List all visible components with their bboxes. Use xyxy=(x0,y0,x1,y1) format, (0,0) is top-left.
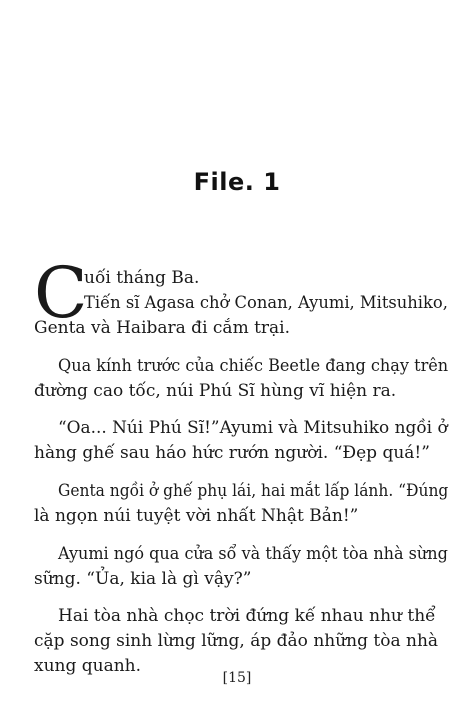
paragraph-line: Genta ngồi ở ghế phụ lái, hai mắt lấp lánh. “Đúng xyxy=(58,481,449,501)
paragraph-line: Genta và Haibara đi cắm trại. xyxy=(34,318,291,338)
paragraph-line: uối tháng Ba. xyxy=(84,268,200,288)
paragraph-line: Hai tòa nhà chọc trời đứng kế nhau như thể xyxy=(58,606,436,626)
paragraph-line: Tiến sĩ Agasa chở Conan, Ayumi, Mitsuhiko, xyxy=(84,293,448,313)
paragraph-line: là ngọn núi tuyệt vời nhất Nhật Bản!” xyxy=(34,506,359,526)
paragraph-line: cặp song sinh lừng lững, áp đảo những tòa nhà xyxy=(34,631,439,651)
drop-cap: C xyxy=(34,252,88,334)
page-number: [15] xyxy=(222,670,252,686)
paragraph-line: Qua kính trước của chiếc Beetle đang chạy trên xyxy=(58,356,449,376)
paragraph-line: đường cao tốc, núi Phú Sĩ hùng vĩ hiện ra. xyxy=(34,381,397,401)
paragraph-line: “Oa... Núi Phú Sĩ!”Ayumi và Mitsuhiko ngồi ở xyxy=(58,418,448,438)
paragraph-line: sững. “Ủa, kia là gì vậy?” xyxy=(34,569,252,589)
paragraph-line: Ayumi ngó qua cửa sổ và thấy một tòa nhà sừng xyxy=(58,544,448,564)
chapter-title: File. 1 xyxy=(193,168,281,196)
paragraph-line: hàng ghế sau háo hức rướn người. “Đẹp quá!” xyxy=(34,443,430,463)
paragraph-line: xung quanh. xyxy=(34,656,142,676)
